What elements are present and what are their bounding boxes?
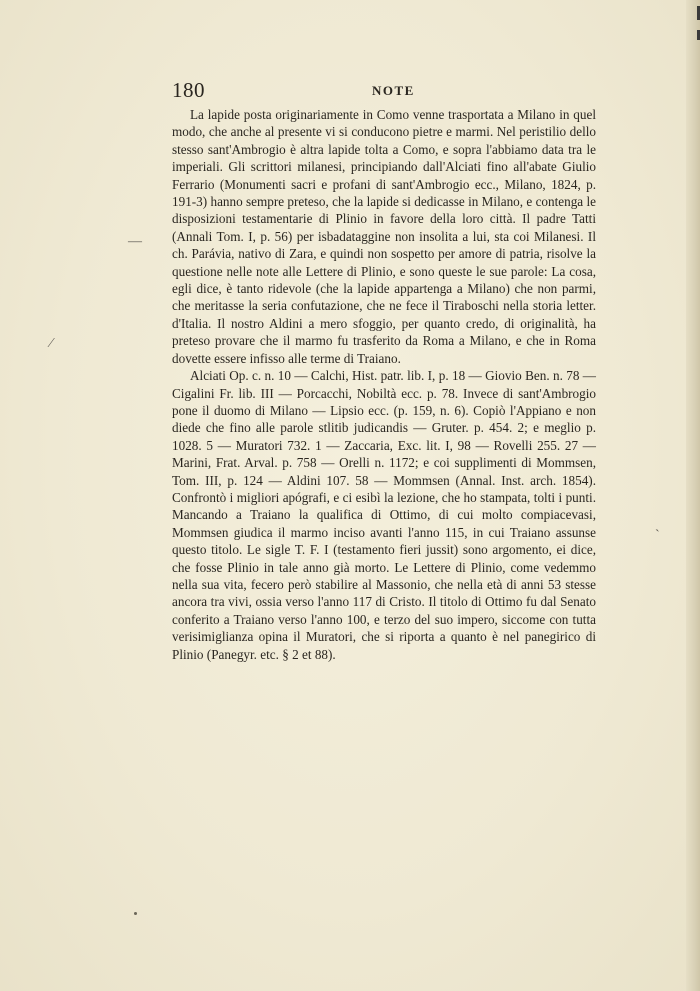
page-header bbox=[172, 78, 596, 102]
page-number: 180 bbox=[172, 78, 205, 102]
paragraph-lapide: La lapide posta originariamente in Como venne trasportata a Milano in quel modo, che anche al presente vi si conducono pietre e marmi. Nel peristilio dello stesso sant'Ambrogio è altra lapide tolta a Como, e sopra l'abbiamo data tra le imperiali. Gli scrittori milanesi, principiando dall'Alciati fino all'abate Giulio Ferrario (Monumenti sacri e profani di sant'Ambrogio ecc., Milano, 1824, p. 191-3) hanno sempre preteso, che la lapide si dedicasse in Milano, e contenga le disposizioni testamentarie di Plinio in favore della loro città. Il padre Tatti (Annali Tom. I, p. 56) per isbadataggine non insolita a lui, sta coi Milanesi. Il ch. Parávia, nativo di Zara, e quindi non sospetto per amore di patria, risolve la questione nelle note alle Lettere di Plinio, e sono queste le sue parole: La cosa, egli dice, è tanto ridevole (che la lapide appartenga a Milano) che non parmi, che meritasse la seria confutazione, che ne fece il Tiraboschi nella storia letter. d'Italia. Il nostro Aldini a mero sfoggio, per quanto credo, di originalità, ha preteso provare che il marmo fu trasferito da Roma a Milano, e che in Roma dovette essere infisso alle terme di Traiano. bbox=[172, 107, 596, 366]
margin-tick: ⁄ bbox=[50, 336, 53, 351]
paragraph-bibliography: Alciati Op. c. n. 10 — Calchi, Hist. patr. lib. I, p. 18 — Giovio Ben. n. 78 — Cigalini Fr. lib. III — Porcacchi, Nobiltà ecc. p. 78. Invece di sant'Ambrogio pone il duomo di Milano — Lipsio ecc. (p. 159, n. 6). Copiò l'Appiano e non diede che fino alle parole stlitib judicandis — Gruter. p. 454. 2; e meglio p. 1028. 5 — Muratori 732. 1 — Zaccaria, Exc. lit. I, 98 — Rovelli 255. 27 — Marini, Frat. Arval. p. 758 — Orelli n. 1172; e coi supplimenti di Mommsen, Tom. III, p. 124 — Aldini 107. 58 — Mommsen (Annal. Inst. arch. 1854). Confrontò i migliori apógrafi, e ci esibì la lezione, che ho stampata, tolti i punti. Mancando a Traiano la qualifica di Ottimo, di cui molto compiacevasi, Mommsen giudica il marmo inciso avanti l'anno 115, in cui Traiano assunse questo titolo. Le sigle T. F. I (testamento fieri jussit) sono argomento, ei dice, che fosse Plinio in tale anno già morto. Le Lettere di Plinio, come vedemmo nella sua vita, fecero però stabilire al Massonio, che nella età di anni 53 stesse ancora tra vivi, ossia verso l'anno 117 di Cristo. Il titolo di Ottimo fu dal Senato conferito a Traiano verso l'anno 100, e terzo del suo impero, siccome con tutta verisimiglianza opina il Muratori, che si riporta a quanto è nel panegirico di Plinio (Panegyr. etc. § 2 et 88). bbox=[172, 368, 596, 662]
margin-dash: — bbox=[128, 234, 142, 249]
page-edge bbox=[686, 0, 700, 991]
running-head: NOTE bbox=[372, 83, 415, 98]
notes-body bbox=[172, 106, 596, 663]
paper-speck bbox=[134, 912, 137, 915]
margin-tick: ˋ bbox=[655, 528, 660, 543]
